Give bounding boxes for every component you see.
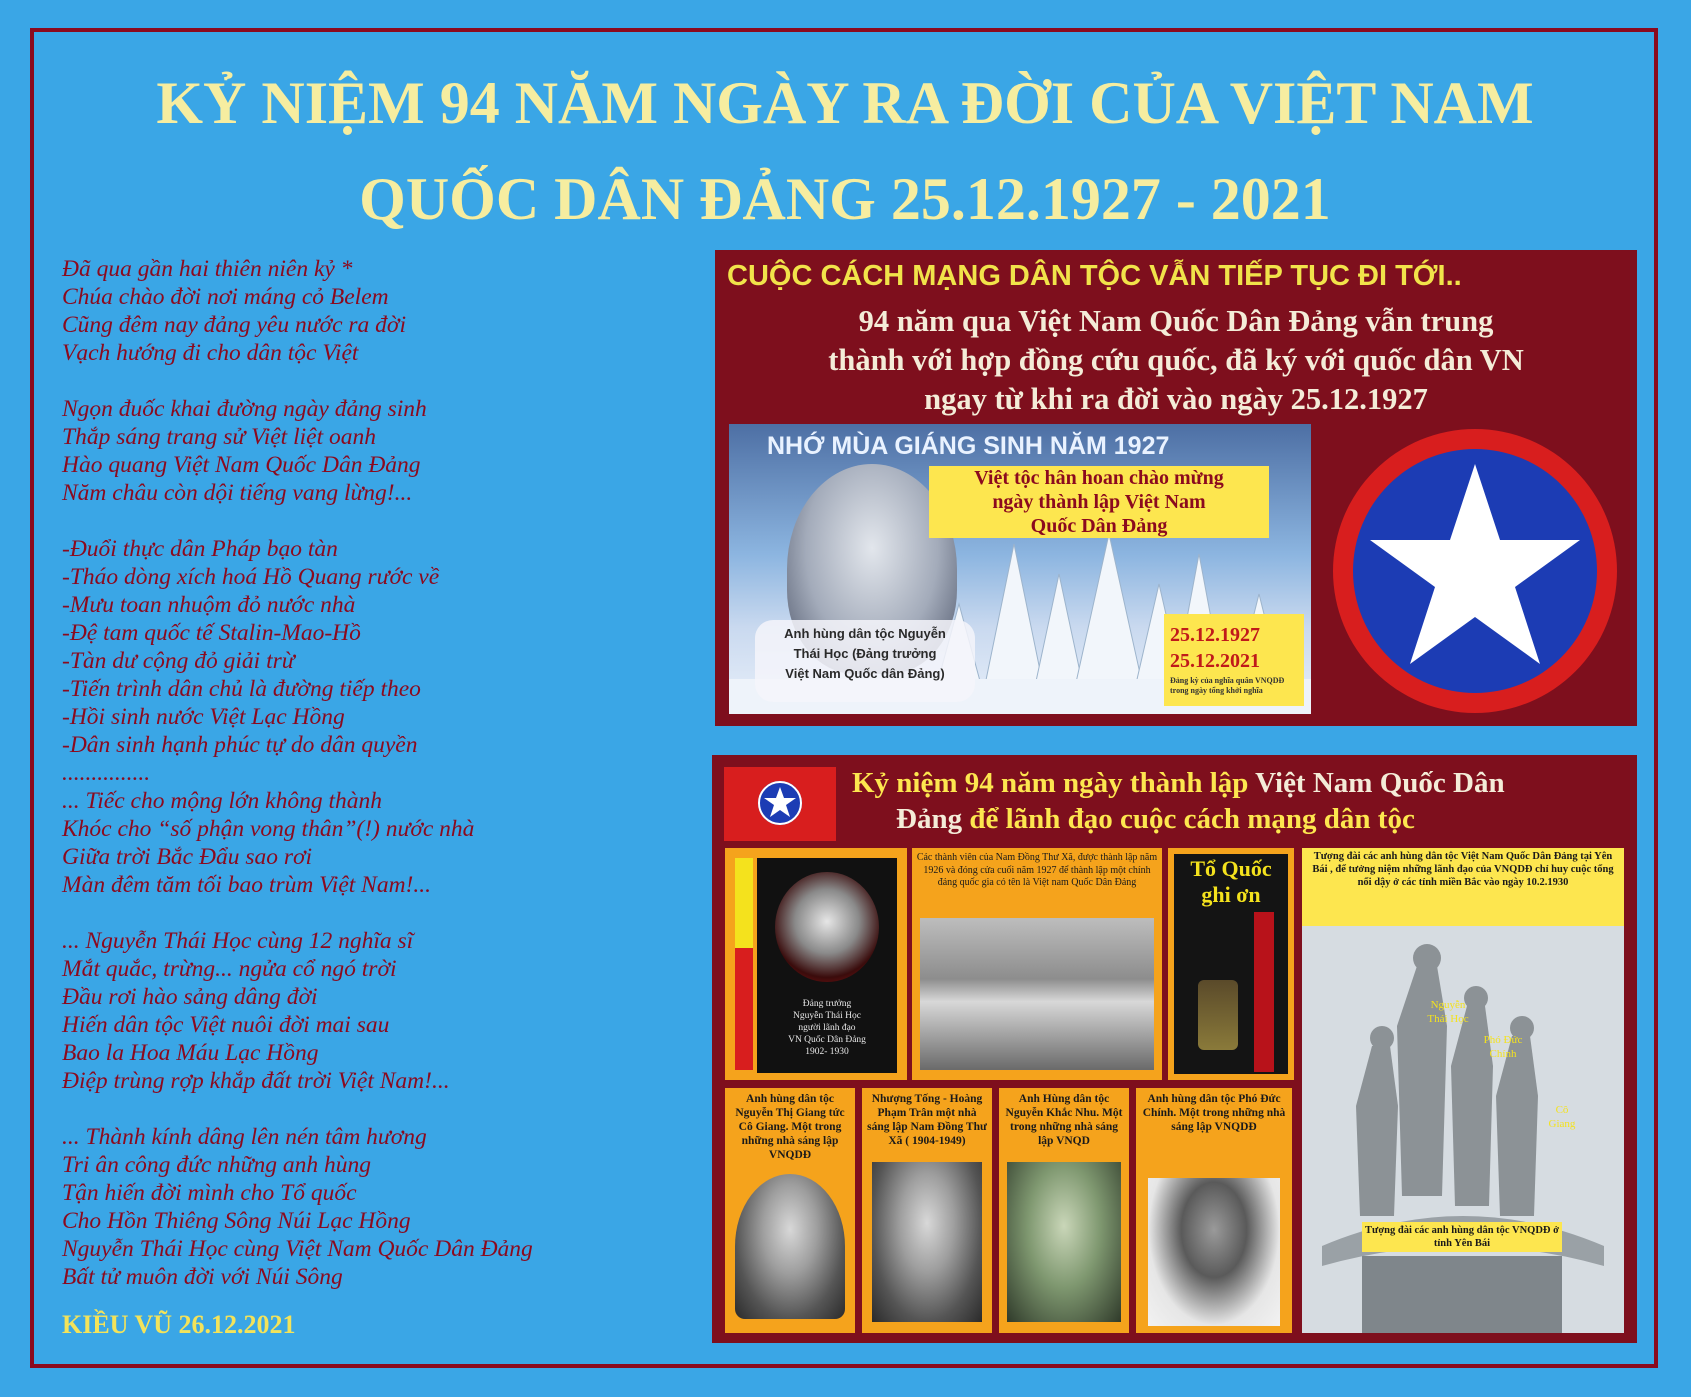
- top-banner-heading: CUỘC CÁCH MẠNG DÂN TỘC VẪN TIẾP TỤC ĐI TỚI..: [727, 260, 1462, 292]
- hero-tile-co-giang: [725, 1088, 855, 1333]
- poem-line: Bao la Hoa Máu Lạc Hồng: [62, 1040, 319, 1066]
- poem-line: -Hồi sinh nước Việt Lạc Hồng: [62, 704, 345, 730]
- author-signature: KIỀU VŨ 26.12.2021: [62, 1310, 296, 1339]
- top-banner-body: [725, 302, 1627, 419]
- poem-line: ... Thành kính dâng lên nén tâm hương: [62, 1124, 427, 1150]
- poem-line: Màn đêm tăm tối bao trùm Việt Nam!...: [62, 872, 432, 898]
- date-founded: 25.12.1927: [1170, 624, 1260, 646]
- poem-line: -Dân sinh hạnh phúc tự do dân quyền: [62, 732, 418, 758]
- heading-white-part: Đảng: [896, 803, 970, 835]
- hero-caption-line: Anh hùng dân tộc Nguyễn: [784, 626, 946, 641]
- poem-line: Vạch hướng đi cho dân tộc Việt: [62, 340, 359, 366]
- poem-stanza-1: [62, 255, 702, 367]
- title-line-1: KỶ NIỆM 94 NĂM NGÀY RA ĐỜI CỦA VIỆT NAM: [156, 70, 1534, 136]
- leader-caption-line: 1902- 1930: [805, 1047, 849, 1057]
- greeting-box: [929, 466, 1269, 538]
- poem-line: Tận hiến đời mình cho Tổ quốc: [62, 1180, 357, 1206]
- poem: [62, 255, 702, 1291]
- vnqdd-flag-icon: [724, 767, 836, 841]
- poem-line: Hào quang Việt Nam Quốc Dân Đảng: [62, 452, 421, 478]
- leader-caption: [761, 998, 893, 1058]
- poem-line: ...............: [62, 760, 151, 786]
- poem-line: -Tháo dòng xích hoá Hồ Quang rước về: [62, 564, 440, 590]
- hero-caption: Anh Hùng dân tộc Nguyễn Khắc Nhu. Một trong những nhà sáng lập VNQD: [1005, 1093, 1123, 1147]
- monument-caption: Tượng đài các anh hùng dân tộc Việt Nam Quốc Dân Đảng tại Yên Bái , để tưởng niệm những lãnh đạo của VNQDĐ chỉ huy cuộc tổng nổi dậy ở các tỉnh miền Bắc vào ngày 10.2.1930: [1302, 848, 1624, 926]
- poem-line: Đã qua gần hai thiên niên kỷ *: [62, 256, 353, 282]
- altar-caption-line: Tổ Quốc: [1190, 856, 1272, 881]
- poem-line: Mắt quắc, trừng... ngửa cổ ngó trời: [62, 956, 397, 982]
- monument-label-co-giang: Cô Giang: [1548, 1104, 1576, 1130]
- group-photo: [920, 918, 1154, 1070]
- leader-tile: [725, 848, 907, 1080]
- hero-tile-nhuong-tong: [862, 1088, 992, 1333]
- poem-line: Cũng đêm nay đảng yêu nước ra đời: [62, 312, 406, 338]
- bottom-heading-line-1: [852, 765, 1622, 801]
- poem-line: Chúa chào đời nơi máng cỏ Belem: [62, 284, 389, 310]
- poem-line: Nguyễn Thái Học cùng Việt Nam Quốc Dân Đảng: [62, 1236, 533, 1262]
- star-icon: [758, 781, 802, 825]
- vnqdd-emblem-icon: [1327, 426, 1623, 716]
- poem-line: Cho Hồn Thiêng Sông Núi Lạc Hồng: [62, 1208, 411, 1234]
- hero-caption: Anh hùng dân tộc Nguyễn Thị Giang tức Cô Giang. Một trong những nhà sáng lập VNQDĐ: [735, 1093, 845, 1161]
- poem-line: -Tiến trình dân chủ là đường tiếp theo: [62, 676, 421, 702]
- top-body-line: thành với hợp đồng cứu quốc, đã ký với quốc dân VN: [828, 343, 1524, 377]
- poem-line: ... Nguyễn Thái Học cùng 12 nghĩa sĩ: [62, 928, 414, 954]
- flag-stripe-yellow: [735, 858, 753, 948]
- poem-line: Tri ân công đức những anh hùng: [62, 1152, 371, 1178]
- monument-tile: [1302, 848, 1624, 1333]
- poem-line: Hiến dân tộc Việt nuôi đời mai sau: [62, 1012, 390, 1038]
- altar-caption: [1174, 856, 1288, 908]
- page-title: [40, 55, 1650, 247]
- stanza-gap: [62, 899, 702, 927]
- leader-caption-line: VN Quốc Dân Đảng: [788, 1035, 866, 1045]
- title-line-2: QUỐC DÂN ĐẢNG 25.12.1927 - 2021: [359, 166, 1331, 232]
- stanza-gap: [62, 367, 702, 395]
- stanza-gap: [62, 1095, 702, 1123]
- greeting-line: Quốc Dân Đảng: [1030, 515, 1168, 537]
- poem-line: Điệp trùng rợp khắp đất trời Việt Nam!...: [62, 1068, 450, 1094]
- hero-photo: [872, 1162, 982, 1322]
- flag-star-disc: [758, 781, 802, 825]
- hero-caption: Nhượng Tống - Hoàng Phạm Trân một nhà sáng lập Nam Đồng Thư Xã ( 1904-1949): [867, 1093, 987, 1147]
- altar-tile: [1168, 848, 1294, 1080]
- monument-label-nguyen-thai-hoc: Nguyễn Thái Học: [1427, 999, 1469, 1025]
- incense-icon: [1198, 980, 1238, 1050]
- leader-portrait: [775, 872, 879, 982]
- date-anniversary: 25.12.2021: [1170, 650, 1260, 672]
- greeting-line: ngày thành lập Việt Nam: [992, 491, 1206, 513]
- greeting-line: Việt tộc hân hoan chào mừng: [974, 467, 1224, 489]
- hero-photo: [735, 1174, 845, 1319]
- dates: [1170, 622, 1260, 674]
- bottom-heading-line-2: [852, 801, 1622, 837]
- top-banner-panel: [715, 250, 1637, 726]
- poem-line: Giữa trời Bắc Đẩu sao rơi: [62, 844, 313, 870]
- anniversary-dates-box: [1164, 614, 1304, 706]
- monument-base-caption: Tượng đài các anh hùng dân tộc VNQDĐ ở tỉnh Yên Bái: [1362, 1222, 1562, 1252]
- hero-tile-pho-duc-chinh: [1136, 1088, 1292, 1333]
- flag-stripe-red: [735, 948, 753, 1070]
- monument-label-pho-duc-chinh: Phó Đức Chính: [1483, 1034, 1523, 1060]
- poem-stanza-4: [62, 927, 702, 1095]
- poem-line: Đầu rơi hào sảng dâng đời: [62, 984, 318, 1010]
- altar-caption-line: ghi ơn: [1201, 882, 1261, 907]
- heading-yellow-part: để lãnh đạo cuộc cách mạng dân tộc: [969, 803, 1415, 835]
- hero-caption-oval: [755, 620, 975, 702]
- leader-caption-line: người lãnh đạo: [798, 1023, 856, 1033]
- poem-stanza-2: [62, 395, 702, 507]
- hero-caption-line: Thái Học (Đảng trưởng: [793, 646, 937, 661]
- poem-line: Ngọn đuốc khai đường ngày đảng sinh: [62, 396, 427, 422]
- leader-caption-line: Đảng trưởng: [802, 999, 852, 1009]
- poem-line: Thắp sáng trang sử Việt liệt oanh: [62, 424, 376, 450]
- poem-line: Khóc cho “số phận vong thân”(!) nước nhà: [62, 816, 475, 842]
- stanza-gap: [62, 507, 702, 535]
- hero-caption-line: Việt Nam Quốc dân Đảng): [785, 666, 945, 681]
- heading-white-part: Việt Nam Quốc Dân: [1255, 767, 1505, 799]
- leader-caption-line: Nguyễn Thái Học: [793, 1011, 861, 1021]
- hero-tile-nguyen-khac-nhu: [999, 1088, 1129, 1333]
- poem-line: -Đuổi thực dân Pháp bạo tàn: [62, 536, 338, 562]
- poem-line: -Mưu toan nhuộm đỏ nước nhà: [62, 592, 356, 618]
- top-body-line: 94 năm qua Việt Nam Quốc Dân Đảng vẫn trung: [858, 304, 1494, 338]
- poem-line: Năm châu còn dội tiếng vang lừng!...: [62, 480, 413, 506]
- poem-stanza-3: [62, 535, 702, 899]
- poem-stanza-5: [62, 1123, 702, 1291]
- hero-photo: [1007, 1162, 1121, 1322]
- group-caption: Các thành viên của Nam Đồng Thư Xã, được thành lập năm 1926 và đóng cửa cuối năm 1927 để thành lập một chính đảng quốc gia có tên là Việt nam Quốc Dân Đảng: [916, 852, 1158, 888]
- poem-line: -Đệ tam quốc tế Stalin-Mao-Hồ: [62, 620, 361, 646]
- poem-line: Bất tử muôn đời với Núi Sông: [62, 1264, 343, 1290]
- winter-heading: NHỚ MÙA GIÁNG SINH NĂM 1927: [767, 432, 1170, 460]
- winter-commemoration-image: [729, 424, 1311, 714]
- bottom-heading: [852, 765, 1622, 837]
- bottom-collage-panel: [712, 755, 1637, 1343]
- heading-yellow-part: Kỷ niệm 94 năm ngày thành lập: [852, 767, 1256, 799]
- hero-photo: [1148, 1178, 1280, 1326]
- group-photo-tile: [912, 848, 1162, 1080]
- poem-line: -Tàn dư cộng đỏ giải trừ: [62, 648, 295, 674]
- memorial-scroll: [1254, 912, 1274, 1072]
- poem-line: ... Tiếc cho mộng lớn không thành: [62, 788, 382, 814]
- hero-caption: Anh hùng dân tộc Phó Đức Chính. Một trong những nhà sáng lập VNQDĐ: [1142, 1093, 1286, 1133]
- top-body-line: ngay từ khi ra đời vào ngày 25.12.1927: [924, 382, 1428, 416]
- flag-note: Đảng kỳ của nghĩa quân VNQDĐ trong ngày tổng khởi nghĩa: [1170, 676, 1285, 695]
